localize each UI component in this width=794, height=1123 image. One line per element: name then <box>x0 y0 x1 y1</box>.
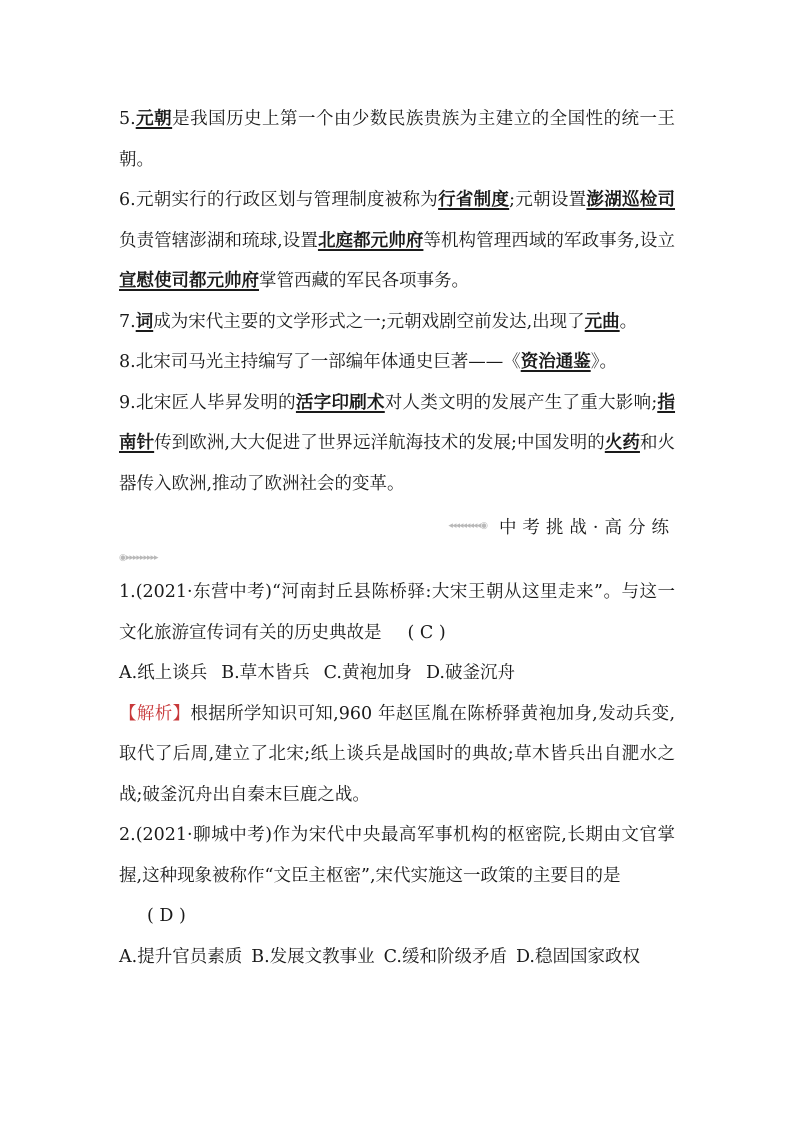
option-b: B.发展文教事业 <box>251 946 375 967</box>
keyword: 宣慰使司都元帅府 <box>119 271 259 291</box>
item-text: ;元朝设置 <box>509 190 587 210</box>
document-page <box>119 99 675 977</box>
item-text: 》。 <box>590 352 617 372</box>
item-text: 北宋匠人毕昇发明的 <box>135 392 296 413</box>
keyword: 元曲 <box>584 311 620 332</box>
item-text: 元朝实行的行政区划与管理制度被称为 <box>135 190 439 210</box>
option-a: A.纸上谈兵 <box>119 663 208 683</box>
section-banner <box>119 506 675 546</box>
item-text: 。 <box>619 311 638 332</box>
keyword: 行省制度 <box>438 190 510 210</box>
item-text: 对人类文明的发展产生了重大影响; <box>384 392 658 413</box>
answer-choice: ( D ) <box>147 906 186 926</box>
option-d: D.稳固国家政权 <box>515 946 640 967</box>
question-1-options <box>119 653 675 694</box>
analysis-text: 根据所学知识可知,960 年赵匡胤在陈桥驿黄袍加身,发动兵变,取代了后周,建立了北宋;纸上谈兵是战国时的典故;草木皆兵出自淝水之战;破釜沉舟出自秦末巨鹿之战。 <box>119 703 676 805</box>
option-d: D.破釜沉舟 <box>425 663 515 683</box>
item-number: 8. <box>119 352 136 372</box>
item-text: 掌管西藏的军民各项事务。 <box>259 271 469 291</box>
item-9 <box>119 383 675 505</box>
question-2-options <box>119 937 675 978</box>
question-2-answer-line <box>119 896 675 937</box>
keyword: 指南针 <box>119 392 676 453</box>
keyword: 北庭都元帅府 <box>317 230 424 251</box>
analysis-label: 【解析】 <box>119 703 191 724</box>
option-c: C.黄袍加身 <box>323 663 412 683</box>
analysis <box>119 694 675 816</box>
item-text: 负责管辖澎湖和琉球,设置 <box>119 230 318 251</box>
item-6 <box>119 180 675 302</box>
option-c: C.缓和阶级矛盾 <box>383 946 507 967</box>
keyword: 活字印刷术 <box>295 392 385 413</box>
keyword: 火药 <box>604 433 640 453</box>
keyword: 澎湖巡检司 <box>586 190 676 210</box>
item-text: 北宋司马光主持编写了一部编年体通史巨著——《 <box>135 352 521 372</box>
answer-choice: ( C ) <box>407 622 446 643</box>
item-number: 6. <box>119 190 136 210</box>
item-number: 7. <box>119 311 136 332</box>
item-5 <box>119 99 675 180</box>
keyword: 元朝 <box>135 109 173 129</box>
keyword: 词 <box>135 311 154 332</box>
question-1 <box>119 572 675 653</box>
item-number: 5. <box>119 109 136 129</box>
item-7 <box>119 302 675 343</box>
arrow-decoration-icon: ◂◂◂◂◂◂◂◂◂◉ <box>448 521 487 531</box>
item-8 <box>119 342 675 383</box>
item-number: 9. <box>119 392 136 413</box>
keyword: 资治通鉴 <box>520 352 591 372</box>
option-b: B.草木皆兵 <box>221 663 310 683</box>
item-text: 成为宋代主要的文学形式之一;元朝戏剧空前发达,出现了 <box>153 311 585 332</box>
item-text: 传到欧洲,大大促进了世界远洋航海技术的发展;中国发明的 <box>154 433 605 453</box>
question-2 <box>119 815 675 896</box>
section-title: 中考挑战·高分练 <box>498 517 675 538</box>
item-text: 是我国历史上第一个由少数民族贵族为主建立的全国性的统一王朝。 <box>119 109 676 170</box>
item-text: 和火器传入欧洲,推动了欧洲社会的变革。 <box>119 433 676 494</box>
question-stem: 2.(2021·聊城中考)作为宋代中央最高军事机构的枢密院,长期由文官掌握,这种现象被称作“文臣主枢密”,宋代实施这一政策的主要目的是 <box>119 825 675 886</box>
arrow-decoration-icon: ◉▸▸▸▸▸▸▸▸▸ <box>119 553 158 563</box>
option-a: A.提升官员素质 <box>119 946 243 967</box>
item-text: 等机构管理西域的军政事务,设立 <box>423 230 676 251</box>
question-stem: 1.(2021·东营中考)“河南封丘县陈桥驿:大宋王朝从这里走来”。与这一文化旅游宣传词有关的历史典故是 <box>119 582 675 643</box>
